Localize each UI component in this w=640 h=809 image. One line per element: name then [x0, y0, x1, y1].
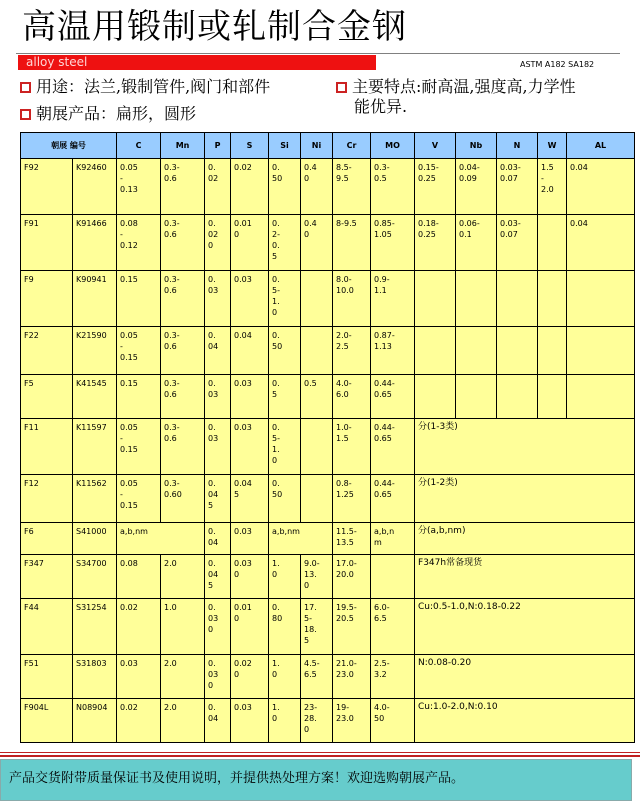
cell-si: 1. 0 — [269, 555, 301, 599]
cell-p: 0. 02 0 — [205, 215, 231, 271]
cell-uns: K92460 — [73, 159, 117, 215]
footer-text: 产品交货附带质量保证书及使用说明，并提供热处理方案！欢迎选购朝展产品。 — [9, 771, 465, 786]
cell-mn: 0.3- 0.6 — [161, 419, 205, 475]
cell-remark: 分(a,b,nm) — [415, 523, 635, 555]
cell-mo: 0.3- 0.5 — [371, 159, 415, 215]
cell-s: 0.04 — [231, 327, 269, 375]
cell-ni — [301, 475, 333, 523]
cell-si: 0. 5 — [269, 375, 301, 419]
cell-si: 0. 50 — [269, 475, 301, 523]
cell-p: 0. 03 — [205, 271, 231, 327]
subtitle-bar — [18, 55, 376, 70]
col-header-al: AL — [567, 133, 635, 159]
cell-w — [538, 375, 567, 419]
cell-si: 1. 0 — [269, 655, 301, 699]
cell-c: 0.08 - 0.12 — [117, 215, 161, 271]
cell-c: 0.05 - 0.13 — [117, 159, 161, 215]
table-row-f904l — [21, 699, 635, 743]
cell-uns: K11597 — [73, 419, 117, 475]
cell-cr: 11.5- 13.5 — [333, 523, 371, 555]
cell-mo: 6.0- 6.5 — [371, 599, 415, 655]
cell-mn: 1.0 — [161, 599, 205, 655]
cell-grade: F347 — [21, 555, 73, 599]
cell-s: 0.01 0 — [231, 599, 269, 655]
cell-remark: 分(1-3类) — [415, 419, 635, 475]
cell-uns: K21590 — [73, 327, 117, 375]
cell-nb — [456, 271, 497, 327]
cell-cr: 8.0- 10.0 — [333, 271, 371, 327]
col-header-si: Si — [269, 133, 301, 159]
cell-s: 0.03 — [231, 523, 269, 555]
cell-si: 0. 50 — [269, 159, 301, 215]
cell-uns: K90941 — [73, 271, 117, 327]
cell-mn: 2.0 — [161, 555, 205, 599]
cell-grade: F9 — [21, 271, 73, 327]
cell-p: 0. 04 — [205, 523, 231, 555]
footer-banner — [0, 759, 632, 801]
cell-mn: 2.0 — [161, 699, 205, 743]
col-header-mn: Mn — [161, 133, 205, 159]
cell-s: 0.03 — [231, 271, 269, 327]
cell-mo — [371, 555, 415, 599]
cell-grade: F5 — [21, 375, 73, 419]
cell-c: 0.05 - 0.15 — [117, 419, 161, 475]
cell-uns: S34700 — [73, 555, 117, 599]
col-header-n: N — [497, 133, 538, 159]
table-row-f12 — [21, 475, 635, 523]
cell-grade: F904L — [21, 699, 73, 743]
cell-cr: 2.0- 2.5 — [333, 327, 371, 375]
cell-s: 0.03 — [231, 699, 269, 743]
cell-grade: F51 — [21, 655, 73, 699]
cell-nb: 0.04- 0.09 — [456, 159, 497, 215]
footer-divider-top — [0, 752, 640, 753]
cell-uns: K11562 — [73, 475, 117, 523]
cell-ni: 23- 28. 0 — [301, 699, 333, 743]
cell-c: 0.02 — [117, 599, 161, 655]
cell-uns: K41545 — [73, 375, 117, 419]
bullet-products — [20, 104, 196, 124]
cell-ni — [301, 327, 333, 375]
cell-ni: 0.4 0 — [301, 159, 333, 215]
cell-remark: N:0.08-0.20 — [415, 655, 635, 699]
cell-si: 0. 50 — [269, 327, 301, 375]
cell-c: 0.05 - 0.15 — [117, 327, 161, 375]
table-row-f92 — [21, 159, 635, 215]
col-header-p: P — [205, 133, 231, 159]
cell-mn: 0.3- 0.60 — [161, 475, 205, 523]
cell-ni — [301, 271, 333, 327]
cell-mo: 0.85- 1.05 — [371, 215, 415, 271]
cell-grade: F92 — [21, 159, 73, 215]
cell-cr: 19- 23.0 — [333, 699, 371, 743]
cell-grade: F11 — [21, 419, 73, 475]
cell-ni — [301, 419, 333, 475]
table-row-f9 — [21, 271, 635, 327]
cell-p: 0. 04 5 — [205, 475, 231, 523]
cell-mn: 0.3- 0.6 — [161, 159, 205, 215]
cell-si: 1. 0 — [269, 699, 301, 743]
cell-mn: 0.3- 0.6 — [161, 271, 205, 327]
cell-n — [497, 375, 538, 419]
table-row-f91 — [21, 215, 635, 271]
col-header-v: V — [415, 133, 456, 159]
cell-s: 0.03 0 — [231, 555, 269, 599]
table-row-f44 — [21, 599, 635, 655]
cell-p: 0. 04 5 — [205, 555, 231, 599]
cell-ni: 0.4 0 — [301, 215, 333, 271]
cell-mo: 0.9- 1.1 — [371, 271, 415, 327]
title-divider — [16, 53, 620, 54]
features-text-line1: 主要特点:耐高温,强度高,力学性 — [352, 77, 576, 96]
cell-cr: 8.5- 9.5 — [333, 159, 371, 215]
cell-s: 0.04 5 — [231, 475, 269, 523]
cell-cr: 1.0- 1.5 — [333, 419, 371, 475]
cell-si-ni: a,b,nm — [269, 523, 333, 555]
col-header-grade: 朝展 编号 — [21, 133, 117, 159]
cell-s: 0.01 0 — [231, 215, 269, 271]
cell-uns: S31803 — [73, 655, 117, 699]
cell-c: 0.03 — [117, 655, 161, 699]
cell-grade: F91 — [21, 215, 73, 271]
bullet-box-icon — [20, 82, 31, 93]
cell-p: 0. 03 — [205, 419, 231, 475]
col-header-nb: Nb — [456, 133, 497, 159]
standard-label: ASTM A182 SA182 — [520, 60, 595, 69]
cell-mn: 0.3- 0.6 — [161, 375, 205, 419]
cell-s: 0.03 — [231, 375, 269, 419]
cell-mo: 0.44- 0.65 — [371, 375, 415, 419]
cell-mo: 0.87- 1.13 — [371, 327, 415, 375]
subtitle: alloy steel — [26, 55, 88, 69]
cell-si: 0. 2- 0. 5 — [269, 215, 301, 271]
cell-remark: Cu:0.5-1.0,N:0.18-0.22 — [415, 599, 635, 655]
bullet-box-icon — [336, 82, 347, 93]
cell-p: 0. 03 0 — [205, 655, 231, 699]
cell-w — [538, 271, 567, 327]
cell-ni: 0.5 — [301, 375, 333, 419]
cell-ni: 9.0- 13. 0 — [301, 555, 333, 599]
cell-si: 0. 5- 1. 0 — [269, 419, 301, 475]
table-row-f6 — [21, 523, 635, 555]
cell-w: 1.5 - 2.0 — [538, 159, 567, 215]
cell-remark: Cu:1.0-2.0,N:0.10 — [415, 699, 635, 743]
cell-c-mn: a,b,nm — [117, 523, 205, 555]
cell-p: 0. 03 — [205, 375, 231, 419]
cell-remark: F347h常备现货 — [415, 555, 635, 599]
cell-n — [497, 327, 538, 375]
bullet-features — [336, 77, 576, 117]
cell-uns: S41000 — [73, 523, 117, 555]
cell-uns: K91466 — [73, 215, 117, 271]
cell-w — [538, 215, 567, 271]
cell-c: 0.08 — [117, 555, 161, 599]
cell-si: 0. 5- 1. 0 — [269, 271, 301, 327]
bullet-usage — [20, 77, 270, 97]
cell-cr: 17.0- 20.0 — [333, 555, 371, 599]
cell-mo: 0.44- 0.65 — [371, 475, 415, 523]
cell-c: 0.02 — [117, 699, 161, 743]
cell-mn: 0.3- 0.6 — [161, 327, 205, 375]
cell-grade: F12 — [21, 475, 73, 523]
cell-v: 0.18- 0.25 — [415, 215, 456, 271]
cell-c: 0.15 — [117, 271, 161, 327]
page-title: 高温用锻制或轧制合金钢 — [22, 7, 407, 47]
cell-mo: a,b,n m — [371, 523, 415, 555]
cell-al: 0.04 — [567, 215, 635, 271]
table-row-f5 — [21, 375, 635, 419]
col-header-cr: Cr — [333, 133, 371, 159]
cell-mo: 2.5- 3.2 — [371, 655, 415, 699]
cell-ni: 4.5- 6.5 — [301, 655, 333, 699]
cell-p: 0. 03 0 — [205, 599, 231, 655]
cell-si: 0. 80 — [269, 599, 301, 655]
cell-uns: S31254 — [73, 599, 117, 655]
bullet-box-icon — [20, 109, 31, 120]
features-text-line2: 能优异. — [354, 97, 408, 116]
cell-w — [538, 327, 567, 375]
cell-c: 0.05 - 0.15 — [117, 475, 161, 523]
cell-al — [567, 375, 635, 419]
cell-c: 0.15 — [117, 375, 161, 419]
cell-uns: N08904 — [73, 699, 117, 743]
cell-mo: 4.0- 50 — [371, 699, 415, 743]
cell-n — [497, 271, 538, 327]
cell-cr: 8-9.5 — [333, 215, 371, 271]
cell-grade: F6 — [21, 523, 73, 555]
cell-s: 0.03 — [231, 419, 269, 475]
table-row-f51 — [21, 655, 635, 699]
cell-v: 0.15- 0.25 — [415, 159, 456, 215]
footer-divider — [0, 755, 640, 757]
cell-remark: 分(1-2类) — [415, 475, 635, 523]
usage-text: 用途：法兰,锻制管件,阀门和部件 — [36, 77, 271, 96]
col-header-s: S — [231, 133, 269, 159]
alloy-steel-table — [20, 132, 635, 743]
cell-al — [567, 271, 635, 327]
table-row-f22 — [21, 327, 635, 375]
cell-n: 0.03- 0.07 — [497, 159, 538, 215]
col-header-mo: MO — [371, 133, 415, 159]
cell-p: 0. 04 — [205, 699, 231, 743]
cell-mn: 2.0 — [161, 655, 205, 699]
cell-s: 0.02 0 — [231, 655, 269, 699]
cell-grade: F44 — [21, 599, 73, 655]
cell-al: 0.04 — [567, 159, 635, 215]
products-text: 朝展产品：扁形，圆形 — [36, 104, 197, 123]
cell-mn: 0.3- 0.6 — [161, 215, 205, 271]
col-header-w: W — [538, 133, 567, 159]
cell-cr: 0.8- 1.25 — [333, 475, 371, 523]
cell-p: 0. 02 — [205, 159, 231, 215]
cell-cr: 21.0- 23.0 — [333, 655, 371, 699]
col-header-ni: Ni — [301, 133, 333, 159]
cell-cr: 4.0- 6.0 — [333, 375, 371, 419]
cell-ni: 17. 5- 18. 5 — [301, 599, 333, 655]
cell-s: 0.02 — [231, 159, 269, 215]
table-row-f11 — [21, 419, 635, 475]
cell-nb — [456, 375, 497, 419]
cell-cr: 19.5- 20.5 — [333, 599, 371, 655]
cell-p: 0. 04 — [205, 327, 231, 375]
cell-v — [415, 271, 456, 327]
col-header-c: C — [117, 133, 161, 159]
table-header-row — [21, 133, 635, 159]
table-row-f347 — [21, 555, 635, 599]
cell-al — [567, 327, 635, 375]
cell-v — [415, 327, 456, 375]
cell-n: 0.03- 0.07 — [497, 215, 538, 271]
cell-grade: F22 — [21, 327, 73, 375]
cell-nb — [456, 327, 497, 375]
cell-mo: 0.44- 0.65 — [371, 419, 415, 475]
cell-v — [415, 375, 456, 419]
cell-nb: 0.06- 0.1 — [456, 215, 497, 271]
